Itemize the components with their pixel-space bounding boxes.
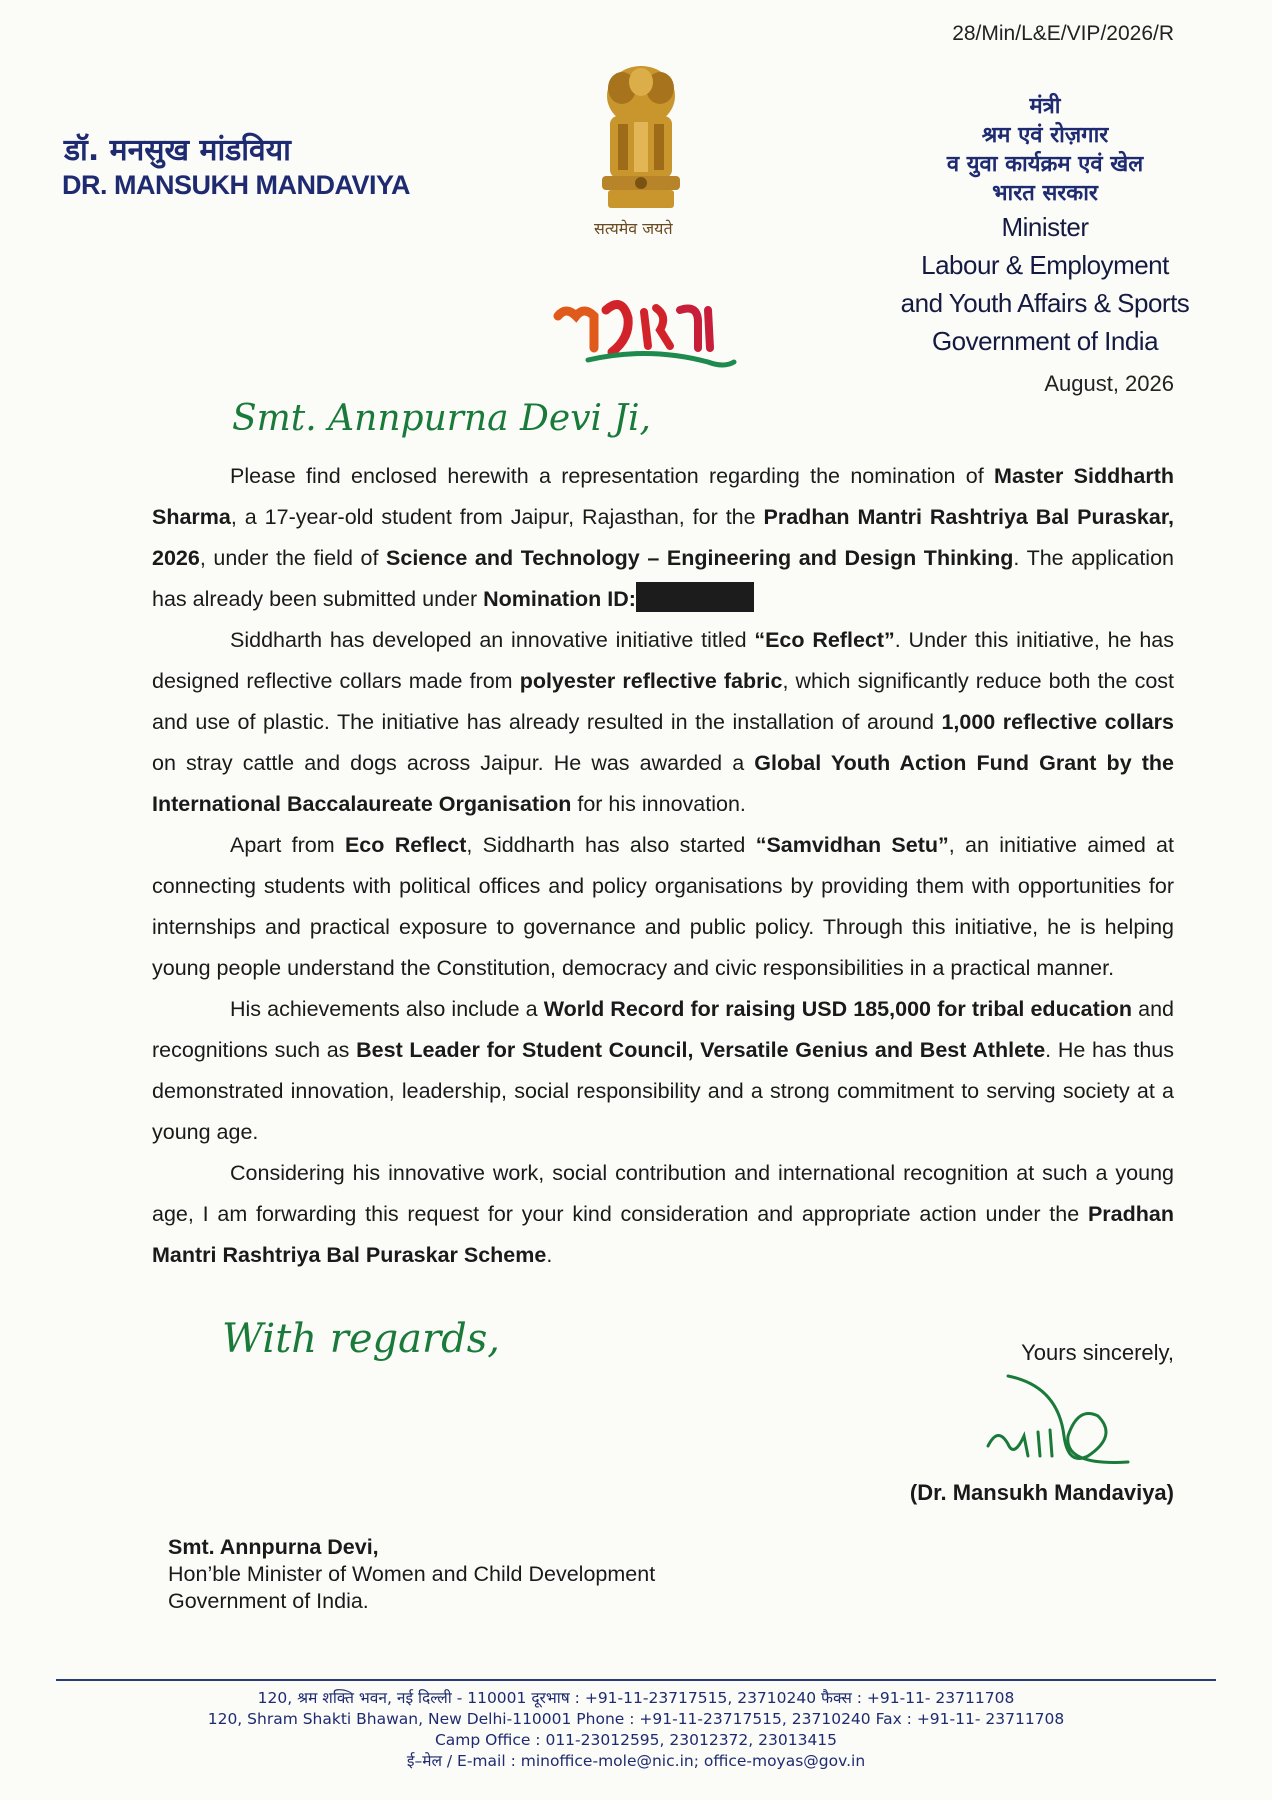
signature-icon — [968, 1366, 1138, 1486]
emblem-motto: सत्यमेव जयते — [594, 219, 673, 238]
addressee-title: Hon’ble Minister of Women and Child Development — [168, 1562, 656, 1586]
mera-bharat-logo — [548, 286, 740, 376]
bold-run: Nomination ID: — [483, 587, 636, 611]
bold-run: 1,000 reflective collars — [941, 710, 1174, 734]
addressee-block — [168, 1534, 655, 1615]
designation-hindi-line-3: व युवा कार्यक्रम एवं खेल — [946, 152, 1144, 177]
designation-english-line-4: Government of India — [931, 326, 1159, 356]
bold-run: World Record for raising USD 185,000 for tribal education — [543, 997, 1133, 1021]
bold-run: Best Leader for Student Council, Versatile Genius and Best Athlete — [356, 1038, 1046, 1062]
paragraph-1 — [152, 456, 1174, 620]
addressee-org: Government of India. — [168, 1589, 369, 1613]
bold-run: Pradhan Mantri Rashtriya Bal Puraskar, 2026 — [152, 505, 1175, 570]
text-run: . Under this initiative, he has designed reflective collars made from — [152, 628, 1174, 693]
minister-name-hindi: डॉ. मनसुख मांडविया — [64, 133, 291, 168]
designation-english-line-3: and Youth Affairs & Sports — [900, 288, 1190, 318]
minister-name-english: DR. MANSUKH MANDAVIYA — [62, 170, 411, 200]
signatory-name: (Dr. Mansukh Mandaviya) — [909, 1480, 1174, 1505]
bold-run: “Samvidhan Setu” — [755, 833, 949, 857]
footer-address-hindi: 120, श्रम शक्ति भवन, नई दिल्ली - 110001 दूरभाष : +91-11-23717515, 23710240 फैक्स : +91-11- 23711708 — [257, 1689, 1015, 1707]
letter-body — [152, 456, 1174, 1276]
letter-date: August, 2026 — [1044, 371, 1174, 396]
reference-number: 28/Min/L&E/VIP/2026/R — [952, 22, 1174, 45]
text-run: Apart from — [230, 833, 345, 857]
text-run: for his innovation. — [571, 792, 746, 816]
text-run: , a 17-year-old student from Jaipur, Rajasthan, for the — [230, 505, 764, 529]
paragraph-2 — [152, 620, 1174, 825]
bold-run: Eco Reflect — [344, 833, 467, 857]
text-run: . The application has already been submitted under — [152, 546, 1175, 611]
bold-run: polyester reflective fabric — [519, 669, 783, 693]
designation-hindi-line-2: श्रम एवं रोज़गार — [981, 123, 1109, 148]
bold-run: Master Siddharth Sharma — [152, 464, 1174, 529]
bold-run: “Eco Reflect” — [754, 628, 895, 652]
bold-run: Global Youth Action Fund Grant by the International Baccalaureate Organisation — [152, 751, 1174, 816]
handwritten-regards: With regards, — [222, 1316, 500, 1362]
handwritten-salutation: Smt. Annpurna Devi Ji, — [232, 398, 651, 439]
redacted-nomination-id — [636, 582, 754, 612]
addressee-name: Smt. Annpurna Devi, — [168, 1535, 379, 1559]
footer-email: ई–मेल / E-mail : minoffice-mole@nic.in; office-moyas@gov.in — [406, 1752, 866, 1770]
paragraph-3 — [152, 825, 1174, 989]
paragraph-5 — [152, 1153, 1174, 1276]
footer-camp-office: Camp Office : 011-23012595, 23012372, 23013415 — [434, 1731, 838, 1749]
bold-run: Science and Technology – Engineering and Design Thinking — [386, 546, 1014, 570]
designation-english-line-1: Minister — [1001, 212, 1089, 242]
text-run: , Siddharth has also started — [466, 833, 756, 857]
bold-run: Pradhan Mantri Rashtriya Bal Puraskar Scheme — [152, 1202, 1174, 1267]
text-run: on stray cattle and dogs across Jaipur. He was awarded a — [152, 751, 755, 775]
closing-sincerely: Yours sincerely, — [1021, 1340, 1174, 1365]
text-run: His achievements also include a — [230, 997, 544, 1021]
letterhead-footer — [0, 1688, 1272, 1772]
text-run: Considering his innovative work, social contribution and international recognition at such a young age, I am forwarding this request for your kind consideration and appropriate action under the — [152, 1161, 1174, 1226]
text-run: . — [546, 1243, 553, 1267]
text-run: , an initiative aimed at connecting students with political offices and policy organisations by providing them with opportunities for internships and practical exposure to governance and public policy. Through this initiative, he is helping young people understand the Constitution, democracy and civic responsibilities in a practical manner. — [152, 833, 1174, 980]
designation-block — [880, 92, 1210, 360]
paragraph-4 — [152, 989, 1174, 1153]
footer-address-english: 120, Shram Shakti Bhawan, New Delhi-110001 Phone : +91-11-23717515, 23710240 Fax : +91-11- 23711708 — [207, 1710, 1065, 1728]
text-run: , under the field of — [199, 546, 387, 570]
national-emblem-icon — [582, 58, 700, 238]
footer-divider — [56, 1679, 1216, 1681]
text-run: , which significantly reduce both the cost and use of plastic. The initiative has already resulted in the installation of around — [152, 669, 1174, 734]
text-run: and recognitions such as — [152, 997, 1174, 1062]
designation-hindi-line-4: भारत सरकार — [992, 181, 1098, 206]
text-run: Please find enclosed herewith a representation regarding the nomination of — [230, 464, 995, 488]
designation-english-line-2: Labour & Employment — [921, 250, 1169, 280]
text-run: Siddharth has developed an innovative initiative titled — [230, 628, 755, 652]
designation-hindi-line-1: मंत्री — [1029, 94, 1061, 119]
text-run: . He has thus demonstrated innovation, leadership, social responsibility and a strong commitment to serving society at a young age. — [152, 1038, 1174, 1144]
